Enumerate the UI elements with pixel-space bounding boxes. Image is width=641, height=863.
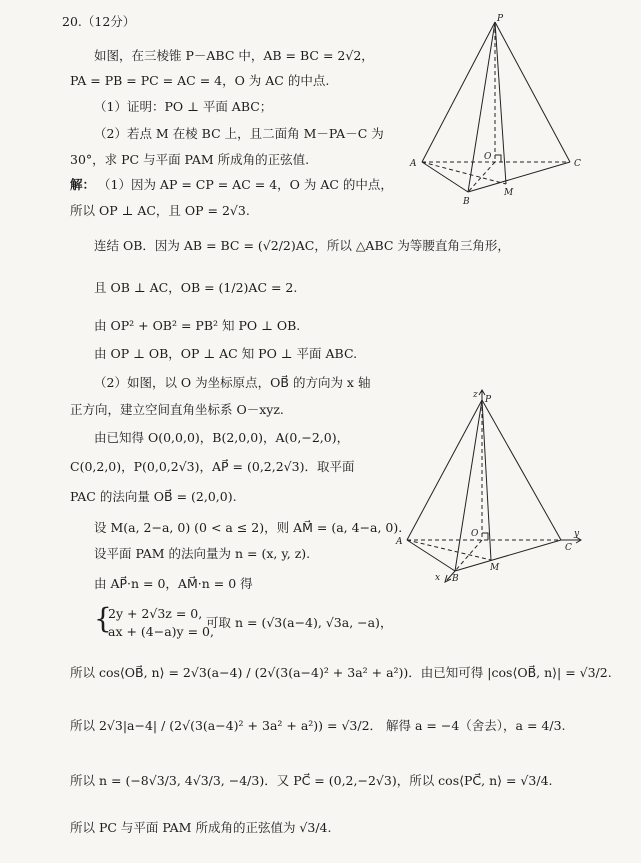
solution-2-line5: PAC 的法向量 OB⃗ = (2,0,0).	[70, 489, 237, 504]
label-A: A	[396, 537, 403, 547]
label-B: B	[463, 197, 470, 207]
question-1: （1）证明：PO ⊥ 平面 ABC；	[94, 99, 273, 114]
right-angle-mark	[495, 155, 501, 162]
problem-intro-line2: PA = PB = PC = AC = 4，O 为 AC 的中点.	[70, 73, 330, 88]
segment-AM	[422, 162, 506, 184]
solution-2-line12: 所以 PC 与平面 PAM 所成角的正弦值为 √3/4.	[70, 820, 332, 835]
pyramid-figure-2	[393, 388, 593, 588]
pyramid-figure-1	[400, 12, 590, 212]
solution-1-line3: 连结 OB．因为 AB = BC = (√2/2)AC，所以 △ABC 为等腰直角三角形，	[94, 238, 510, 253]
solution-1-line4: 且 OB ⊥ AC，OB = (1/2)AC = 2.	[94, 280, 298, 295]
solution-2-line11: 所以 n = (−8√3/3, 4√3/3, −4/3)．又 PC⃗ = (0,2,−2√3)，所以 cos⟨PC⃗, n⟩ = √3/4.	[70, 773, 553, 788]
system-equation-1: 2y + 2√3z = 0,	[108, 606, 203, 621]
right-angle-mark	[482, 533, 488, 540]
problem-number: 20.（12分）	[62, 14, 136, 29]
question-2-line2: 30°，求 PC 与平面 PAM 所成角的正弦值.	[70, 152, 310, 167]
edge-AB	[422, 162, 468, 192]
solution-1-line6: 由 OP ⊥ OB，OP ⊥ AC 知 PO ⊥ 平面 ABC.	[94, 346, 358, 361]
solution-2-line10: 所以 2√3|a−4| / (2√(3(a−4)² + 3a² + a²)) = √3/2． 解得 a = −4（舍去），a = 4/3.	[70, 718, 566, 733]
solution-1-line1: （1）因为 AP = CP = AC = 4，O 为 AC 的中点，	[98, 177, 393, 192]
system-brace: {	[94, 602, 112, 635]
solution-2-line6: 设 M(a, 2−a, 0) (0 < a ≤ 2)，则 AM⃗ = (a, 4−a, 0).	[94, 520, 403, 535]
label-P: P	[485, 395, 492, 405]
edge-PM	[482, 400, 491, 560]
label-O: O	[484, 152, 492, 162]
edge-PC	[482, 400, 561, 540]
solution-2-line1: （2）如图，以 O 为坐标原点，OB⃗ 的方向为 x 轴	[94, 375, 371, 390]
label-y: y	[574, 529, 580, 539]
label-O: O	[471, 529, 479, 539]
segment-AM	[407, 540, 491, 560]
label-A: A	[410, 159, 417, 169]
label-M: M	[490, 563, 500, 573]
solution-2-line4: C(0,2,0)，P(0,0,2√3)，AP⃗ = (0,2,2√3)．取平面	[70, 459, 355, 474]
solution-2-line2: 正方向，建立空间直角坐标系 O－xyz.	[70, 402, 284, 417]
edge-PC	[495, 22, 570, 162]
label-M: M	[504, 188, 514, 198]
normal-vector-choice: 可取 n = (√3(a−4), √3a, −a)，	[206, 615, 393, 630]
question-2-line1: （2）若点 M 在棱 BC 上，且二面角 M－PA－C 为	[94, 126, 384, 141]
label-P: P	[497, 14, 504, 24]
solution-2-line9: 所以 cos⟨OB⃗, n⟩ = 2√3(a−4) / (2√(3(a−4)² + 3a² + a²))．由已知可得 |cos⟨OB⃗, n⟩| = √3/2.	[70, 665, 612, 680]
solution-label: 解：	[70, 177, 96, 192]
label-C: C	[565, 543, 572, 553]
label-x: x	[435, 573, 441, 583]
solution-2-line8: 由 AP⃗·n = 0，AM⃗·n = 0 得	[94, 576, 253, 591]
solution-1-line5: 由 OP² + OB² = PB² 知 PO ⊥ OB.	[94, 318, 301, 333]
solution-1-line2: 所以 OP ⊥ AC，且 OP = 2√3.	[70, 203, 250, 218]
label-C: C	[574, 159, 581, 169]
system-equation-2: ax + (4−a)y = 0,	[108, 624, 214, 639]
solution-2-line7: 设平面 PAM 的法向量为 n = (x, y, z).	[94, 546, 311, 561]
problem-intro-line1: 如图，在三棱锥 P－ABC 中，AB = BC = 2√2，	[94, 48, 374, 63]
edge-BC	[468, 162, 570, 192]
edge-AB	[407, 540, 455, 571]
label-B: B	[452, 574, 459, 584]
label-z: z	[473, 390, 478, 400]
solution-2-line3: 由已知得 O(0,0,0)，B(2,0,0)，A(0,−2,0)，	[94, 430, 350, 445]
